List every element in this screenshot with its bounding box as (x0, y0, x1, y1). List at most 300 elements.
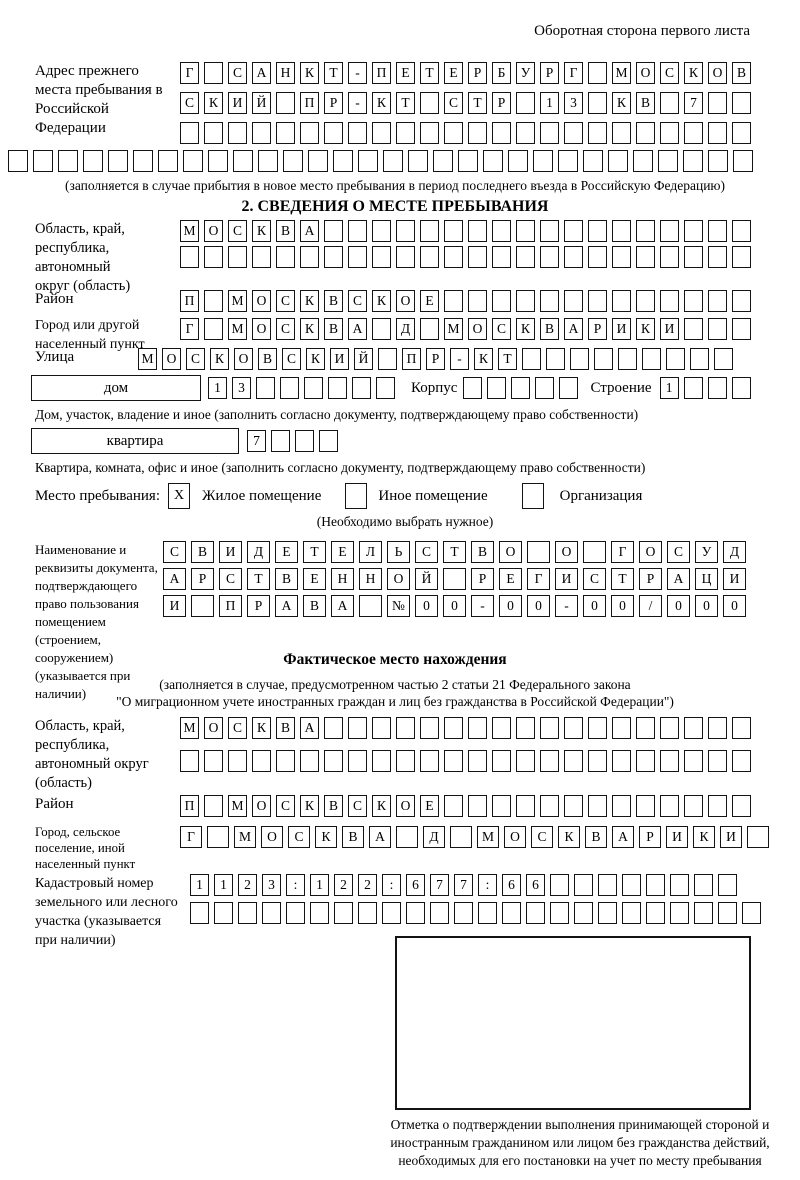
char-cell: К (210, 348, 229, 370)
char-cell (468, 220, 487, 242)
char-cell: О (261, 826, 283, 848)
char-cell (207, 826, 229, 848)
char-cell: И (723, 568, 746, 590)
char-cell (420, 717, 439, 739)
char-cell (540, 122, 559, 144)
city-row (180, 318, 755, 340)
char-cell (492, 290, 511, 312)
city-field (35, 318, 755, 352)
char-cell: С (415, 541, 438, 563)
char-cell (588, 122, 607, 144)
char-cell (646, 874, 665, 896)
char-cell (622, 902, 641, 924)
char-cell (540, 795, 559, 817)
char-cell (324, 246, 343, 268)
char-cell (8, 150, 28, 172)
char-cell: В (324, 318, 343, 340)
char-cell: О (396, 290, 415, 312)
al-district-label: Район (35, 796, 74, 812)
char-cell (191, 595, 214, 617)
cadastre-label: Кадастровый номер земельного или лесного участка (указывается при наличии) (35, 876, 178, 948)
char-cell (463, 377, 482, 399)
char-cell (396, 750, 415, 772)
char-cell (378, 348, 397, 370)
char-cell: В (275, 568, 298, 590)
char-cell (454, 902, 473, 924)
char-cell: 1 (310, 874, 329, 896)
char-cell: Р (492, 92, 511, 114)
char-cell (660, 750, 679, 772)
char-cell (502, 902, 521, 924)
stay-type-row (35, 483, 755, 509)
char-cell: Г (611, 541, 634, 563)
char-cell (574, 874, 593, 896)
char-cell (622, 874, 641, 896)
char-cell (670, 902, 689, 924)
char-cell (492, 717, 511, 739)
char-cell (516, 290, 535, 312)
char-cell: А (331, 595, 354, 617)
char-cell (348, 122, 367, 144)
char-cell: - (471, 595, 494, 617)
char-cell (444, 122, 463, 144)
char-cell (238, 902, 257, 924)
char-cell: № (387, 595, 410, 617)
char-cell: Р (471, 568, 494, 590)
stroenie-cells (660, 377, 751, 399)
char-cell (233, 150, 253, 172)
char-cell: 0 (667, 595, 690, 617)
char-cell (433, 150, 453, 172)
checkbox-residential: X (168, 483, 190, 509)
char-cell (642, 348, 661, 370)
al-city-row (180, 826, 755, 848)
char-cell: 3 (262, 874, 281, 896)
korpus-label: Корпус (411, 379, 458, 396)
char-cell: О (636, 62, 655, 84)
char-cell: И (612, 318, 631, 340)
char-cell: О (204, 220, 223, 242)
al-district-field (35, 795, 755, 817)
char-cell (588, 220, 607, 242)
char-cell (204, 318, 223, 340)
document-row-1 (163, 541, 755, 563)
char-cell: Р (588, 318, 607, 340)
char-cell (204, 290, 223, 312)
char-cell (684, 290, 703, 312)
char-cell (334, 902, 353, 924)
char-cell (732, 92, 751, 114)
char-cell: - (348, 92, 367, 114)
char-cell (636, 750, 655, 772)
char-cell: А (300, 220, 319, 242)
char-cell (492, 122, 511, 144)
char-cell: С (348, 290, 367, 312)
char-cell (690, 348, 709, 370)
al-region-row-2 (180, 750, 755, 772)
char-cell: И (219, 541, 242, 563)
char-cell: О (504, 826, 526, 848)
char-cell (636, 220, 655, 242)
char-cell (612, 750, 631, 772)
char-cell (660, 220, 679, 242)
char-cell (718, 902, 737, 924)
char-cell: 1 (660, 377, 679, 399)
char-cell (420, 750, 439, 772)
char-cell (535, 377, 554, 399)
char-cell: Г (180, 318, 199, 340)
char-cell: Т (324, 62, 343, 84)
char-cell (612, 290, 631, 312)
al-region-field (35, 717, 755, 791)
char-cell: И (555, 568, 578, 590)
char-cell (276, 122, 295, 144)
char-cell: М (228, 318, 247, 340)
actual-location-note-2: "О миграционном учете иностранных граждан и лиц без гражданства в Российской Федерации") (116, 694, 674, 709)
char-cell: М (180, 717, 199, 739)
char-cell (300, 122, 319, 144)
char-cell (492, 750, 511, 772)
char-cell (508, 150, 528, 172)
char-cell (372, 750, 391, 772)
char-cell: У (695, 541, 718, 563)
char-cell: Г (180, 62, 199, 84)
char-cell (608, 150, 628, 172)
char-cell (588, 290, 607, 312)
char-cell (570, 348, 589, 370)
char-cell (183, 150, 203, 172)
house-note: Дом, участок, владение и иное (заполнить согласно документу, подтверждающему право собственности) (35, 407, 639, 422)
char-cell (158, 150, 178, 172)
char-cell (546, 348, 565, 370)
char-cell: П (372, 62, 391, 84)
char-cell (598, 874, 617, 896)
char-cell: 6 (406, 874, 425, 896)
char-cell (376, 377, 395, 399)
house-number-cells (208, 377, 395, 399)
char-cell (214, 902, 233, 924)
confirmation-caption: Отметка о подтверждении выполнения принимающей стороной и иностранным гражданином или лицом без гражданства действий, необходимых для его постановки на учет по месту пребывания (390, 1117, 770, 1168)
char-cell (588, 246, 607, 268)
prev-address-field (35, 62, 755, 172)
char-cell (684, 377, 703, 399)
char-cell (732, 220, 751, 242)
char-cell (574, 902, 593, 924)
char-cell: К (372, 92, 391, 114)
checkbox-organization (522, 483, 544, 509)
char-cell: 3 (232, 377, 251, 399)
char-cell (747, 826, 769, 848)
section2-title: 2. СВЕДЕНИЯ О МЕСТЕ ПРЕБЫВАНИЯ (241, 198, 549, 215)
char-cell: В (258, 348, 277, 370)
district-label: Район (35, 291, 74, 307)
char-cell: С (228, 717, 247, 739)
char-cell: : (286, 874, 305, 896)
char-cell: К (693, 826, 715, 848)
apartment-cells (247, 430, 338, 452)
char-cell: О (204, 717, 223, 739)
char-cell (420, 220, 439, 242)
apartment-row (35, 428, 755, 454)
al-region-row-1 (180, 717, 755, 739)
prev-address-label: Адрес прежнего места пребывания в Российской Федерации (35, 63, 163, 136)
option-other-premises-label: Иное помещение (378, 487, 488, 504)
char-cell (348, 220, 367, 242)
char-cell (408, 150, 428, 172)
char-cell: В (276, 717, 295, 739)
char-cell: К (372, 290, 391, 312)
char-cell (300, 750, 319, 772)
char-cell: К (636, 318, 655, 340)
char-cell (430, 902, 449, 924)
district-field (35, 290, 755, 312)
char-cell: А (300, 717, 319, 739)
char-cell (636, 290, 655, 312)
char-cell: Д (723, 541, 746, 563)
char-cell: 7 (684, 92, 703, 114)
char-cell: : (382, 874, 401, 896)
char-cell (612, 795, 631, 817)
char-cell: О (639, 541, 662, 563)
char-cell: И (660, 318, 679, 340)
char-cell (348, 246, 367, 268)
char-cell: Р (426, 348, 445, 370)
char-cell: О (234, 348, 253, 370)
char-cell (252, 750, 271, 772)
char-cell (228, 750, 247, 772)
char-cell (468, 750, 487, 772)
char-cell (660, 717, 679, 739)
char-cell (618, 348, 637, 370)
char-cell: 7 (430, 874, 449, 896)
char-cell (280, 377, 299, 399)
char-cell: 0 (583, 595, 606, 617)
char-cell (540, 717, 559, 739)
region-row-2 (180, 246, 755, 268)
char-cell (732, 318, 751, 340)
char-cell (420, 246, 439, 268)
char-cell (540, 750, 559, 772)
char-cell: - (450, 348, 469, 370)
char-cell (658, 150, 678, 172)
char-cell: С (444, 92, 463, 114)
char-cell: Е (303, 568, 326, 590)
char-cell (588, 795, 607, 817)
char-cell (492, 795, 511, 817)
apartment-box-label: квартира (106, 432, 164, 449)
char-cell (276, 750, 295, 772)
char-cell: Е (499, 568, 522, 590)
char-cell (708, 318, 727, 340)
char-cell: С (180, 92, 199, 114)
char-cell (333, 150, 353, 172)
cadastre-row-2 (190, 902, 755, 924)
char-cell (252, 246, 271, 268)
char-cell (708, 220, 727, 242)
char-cell (420, 92, 439, 114)
char-cell: О (396, 795, 415, 817)
prev-address-row-2 (180, 92, 755, 114)
char-cell (352, 377, 371, 399)
char-cell: Д (396, 318, 415, 340)
char-cell (83, 150, 103, 172)
street-row (138, 348, 755, 370)
char-cell: И (666, 826, 688, 848)
checkbox-other-premises (345, 483, 367, 509)
char-cell: Н (331, 568, 354, 590)
apartment-box (31, 428, 239, 454)
char-cell: Ь (387, 541, 410, 563)
prev-address-row-1 (180, 62, 755, 84)
char-cell: Е (444, 62, 463, 84)
char-cell (718, 874, 737, 896)
char-cell (492, 220, 511, 242)
char-cell (516, 220, 535, 242)
char-cell (612, 717, 631, 739)
char-cell (533, 150, 553, 172)
char-cell: А (667, 568, 690, 590)
char-cell (444, 246, 463, 268)
char-cell (684, 318, 703, 340)
char-cell: В (585, 826, 607, 848)
char-cell (358, 902, 377, 924)
char-cell: А (275, 595, 298, 617)
al-region-label: Область, край, республика, автономный округ (область) (35, 718, 149, 791)
char-cell (683, 150, 703, 172)
char-cell (540, 246, 559, 268)
char-cell (444, 220, 463, 242)
char-cell (372, 122, 391, 144)
char-cell (646, 902, 665, 924)
char-cell (33, 150, 53, 172)
char-cell (633, 150, 653, 172)
char-cell: Р (247, 595, 270, 617)
char-cell: 1 (208, 377, 227, 399)
char-cell (444, 750, 463, 772)
cadastre-row-1 (190, 874, 755, 896)
confirmation-stamp-box (395, 936, 751, 1110)
char-cell (319, 430, 338, 452)
char-cell (204, 62, 223, 84)
char-cell: 0 (415, 595, 438, 617)
char-cell (396, 717, 415, 739)
char-cell: 6 (502, 874, 521, 896)
char-cell: С (219, 568, 242, 590)
char-cell (598, 902, 617, 924)
char-cell (295, 430, 314, 452)
char-cell: О (468, 318, 487, 340)
char-cell (684, 122, 703, 144)
stroenie-label: Строение (590, 379, 652, 396)
korpus-cells (463, 377, 578, 399)
char-cell (564, 290, 583, 312)
char-cell: С (288, 826, 310, 848)
char-cell (708, 750, 727, 772)
char-cell: В (324, 290, 343, 312)
char-cell: Е (396, 62, 415, 84)
char-cell (383, 150, 403, 172)
char-cell (208, 150, 228, 172)
char-cell: А (564, 318, 583, 340)
char-cell (359, 595, 382, 617)
char-cell (396, 220, 415, 242)
char-cell (396, 122, 415, 144)
char-cell (180, 750, 199, 772)
char-cell (58, 150, 78, 172)
char-cell (732, 290, 751, 312)
char-cell: О (252, 290, 271, 312)
char-cell: Н (359, 568, 382, 590)
char-cell (636, 122, 655, 144)
char-cell (612, 246, 631, 268)
char-cell: Т (468, 92, 487, 114)
char-cell (228, 246, 247, 268)
char-cell: О (555, 541, 578, 563)
char-cell (348, 717, 367, 739)
char-cell: Р (468, 62, 487, 84)
char-cell: Н (276, 62, 295, 84)
char-cell (564, 220, 583, 242)
char-cell (708, 246, 727, 268)
region-row-1 (180, 220, 755, 242)
char-cell (694, 874, 713, 896)
char-cell (468, 290, 487, 312)
char-cell (487, 377, 506, 399)
char-cell (511, 377, 530, 399)
char-cell (708, 92, 727, 114)
char-cell: Р (639, 826, 661, 848)
char-cell: Е (420, 290, 439, 312)
char-cell: 2 (358, 874, 377, 896)
char-cell (588, 62, 607, 84)
char-cell (708, 122, 727, 144)
city-label: Город или другой населенный пункт (35, 318, 145, 352)
char-cell: В (636, 92, 655, 114)
char-cell: Р (191, 568, 214, 590)
region-field (35, 220, 755, 294)
char-cell: О (252, 795, 271, 817)
char-cell (324, 717, 343, 739)
char-cell: П (300, 92, 319, 114)
char-cell: О (162, 348, 181, 370)
char-cell (283, 150, 303, 172)
char-cell (732, 795, 751, 817)
char-cell: : (478, 874, 497, 896)
document-row-3 (163, 595, 755, 617)
char-cell: К (612, 92, 631, 114)
char-cell (732, 750, 751, 772)
char-cell (540, 220, 559, 242)
char-cell: В (732, 62, 751, 84)
char-cell: О (499, 541, 522, 563)
char-cell: 0 (695, 595, 718, 617)
char-cell: 7 (247, 430, 266, 452)
char-cell: Р (324, 92, 343, 114)
char-cell (372, 246, 391, 268)
char-cell (358, 150, 378, 172)
char-cell (540, 290, 559, 312)
char-cell (228, 122, 247, 144)
document-row-2 (163, 568, 755, 590)
char-cell (258, 150, 278, 172)
char-cell (733, 150, 753, 172)
char-cell: К (252, 220, 271, 242)
char-cell: О (252, 318, 271, 340)
char-cell (564, 717, 583, 739)
char-cell: М (444, 318, 463, 340)
char-cell (583, 150, 603, 172)
char-cell (636, 795, 655, 817)
